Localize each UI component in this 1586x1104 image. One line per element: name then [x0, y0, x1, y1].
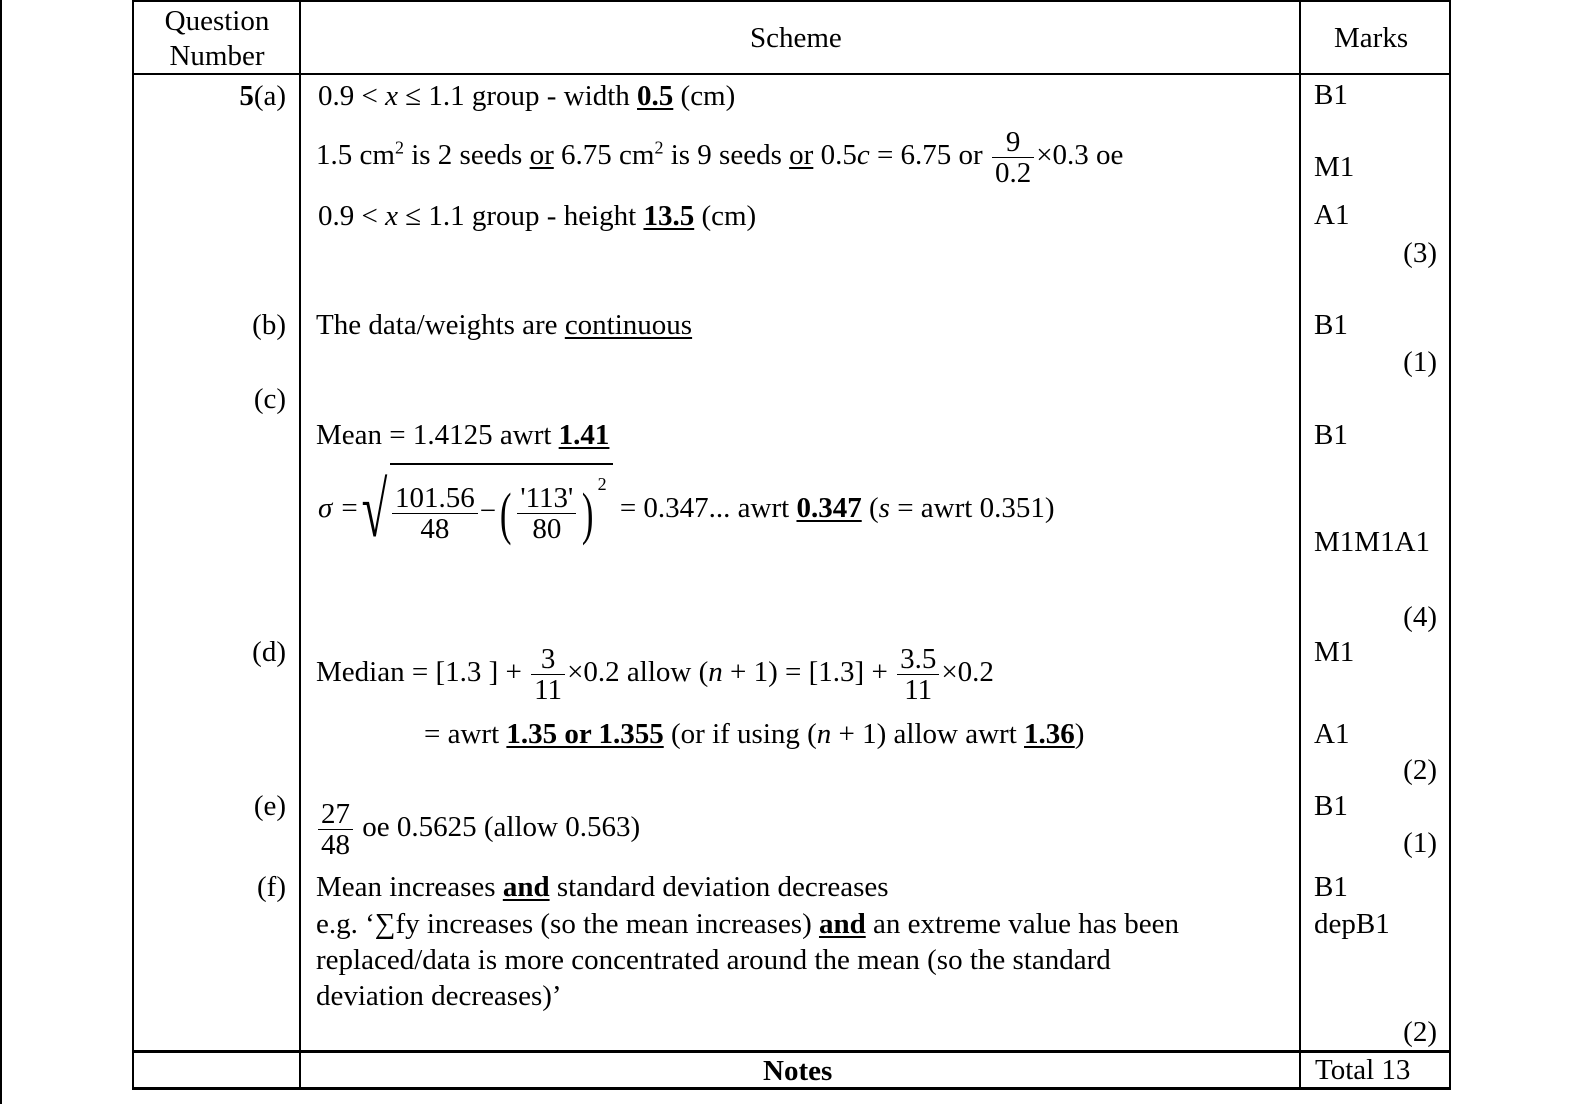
text: and: [502, 871, 550, 903]
answer: 0.347: [796, 492, 862, 524]
notes-divider: [132, 1050, 1451, 1053]
text: (cm): [694, 200, 757, 232]
mark-total: (1): [1403, 827, 1437, 859]
part-b-label: (b): [252, 309, 286, 341]
text: ≤ 1.1 group - width: [397, 80, 638, 112]
denominator: 48: [420, 513, 450, 546]
radicand: [390, 463, 613, 559]
denominator: 80: [532, 513, 562, 546]
numerator: 101.56: [392, 483, 478, 514]
text: σ =: [318, 492, 360, 524]
text: or: [529, 139, 554, 171]
text: and: [818, 908, 866, 940]
mark: B1: [1314, 309, 1348, 341]
mark: A1: [1314, 718, 1350, 750]
text: ×0.2: [941, 656, 994, 688]
text: e.g. ‘∑fy increases (so the mean increases): [316, 908, 819, 940]
scheme-line: deviation decreases)’: [316, 980, 562, 1012]
denominator: 11: [534, 673, 563, 706]
mark: depB1: [1314, 908, 1390, 940]
var: x: [385, 200, 398, 232]
part-f-label: (f): [257, 871, 286, 903]
scheme-line: [318, 200, 756, 232]
superscript: 2: [394, 137, 404, 158]
answer: 1.41: [558, 419, 610, 451]
var: x: [385, 80, 398, 112]
numerator: 3.5: [897, 644, 939, 675]
part-label: (a): [253, 80, 286, 112]
total-marks: Total 13: [1315, 1054, 1411, 1086]
text: continuous: [564, 309, 693, 341]
text: Median = [1.3 ] +: [316, 656, 522, 688]
text: Mean increases: [316, 871, 503, 903]
scheme-line: [316, 309, 692, 341]
text: ): [1074, 718, 1085, 750]
numerator: 27: [318, 799, 353, 830]
mark: B1: [1314, 871, 1348, 903]
var: s: [878, 492, 890, 524]
table-col-divider: [299, 0, 301, 1090]
header-question-number: Question Number: [164, 5, 270, 72]
fraction: [318, 799, 353, 860]
page-edge-line: [0, 0, 2, 1104]
part-d-label: (d): [252, 636, 286, 668]
text: + 1) = [1.3] +: [722, 656, 888, 688]
text: 0.5: [813, 139, 857, 171]
mark: M1M1A1: [1314, 526, 1431, 558]
scheme-line: [316, 792, 640, 862]
sigma-formula: [318, 460, 1054, 560]
text: = 6.75 or: [869, 139, 983, 171]
text: oe 0.5625 (allow 0.563): [355, 811, 641, 843]
mark: M1: [1314, 151, 1355, 183]
text: 0.9 <: [318, 80, 386, 112]
scheme-line: [316, 871, 889, 903]
table-border-left: [132, 0, 134, 1090]
text: + 1) allow awrt: [831, 718, 1025, 750]
text: (cm): [673, 80, 736, 112]
scheme-line: [316, 419, 609, 451]
fraction: [392, 483, 478, 544]
numerator: '113': [517, 483, 576, 514]
sqrt-icon: √: [361, 466, 388, 554]
text: standard deviation decreases: [549, 871, 889, 903]
scheme-line: [318, 80, 735, 112]
scheme-line: replaced/data is more concentrated around the mean (so the standard: [316, 944, 1111, 976]
fraction: [992, 127, 1034, 188]
header-divider: [132, 73, 1451, 75]
paren: ): [582, 480, 594, 546]
text: 0.9 <: [318, 200, 386, 232]
denominator: 0.2: [994, 156, 1032, 189]
scheme-line: [316, 120, 1123, 190]
answer: 0.5: [637, 80, 674, 112]
mark: B1: [1314, 79, 1348, 111]
text: ≤ 1.1 group - height: [397, 200, 644, 232]
text: or: [789, 139, 814, 171]
paren: (: [499, 480, 512, 546]
part-c-label: (c): [253, 383, 286, 415]
text: is 9 seeds: [663, 139, 790, 171]
answer: 1.35 or 1.355: [506, 718, 664, 750]
mark: M1: [1314, 636, 1355, 668]
text: −: [479, 495, 497, 528]
fraction: [517, 483, 576, 544]
text: (: [861, 492, 879, 524]
superscript: 2: [597, 474, 607, 495]
text: = 0.347... awrt: [612, 492, 797, 524]
mark: B1: [1314, 790, 1348, 822]
part-a-label: [200, 80, 286, 112]
answer: 13.5: [643, 200, 695, 232]
text: Mean = 1.4125 awrt: [316, 419, 559, 451]
mark: A1: [1314, 199, 1350, 231]
scheme-line: [316, 908, 1179, 940]
var: c: [856, 139, 870, 171]
superscript: 2: [654, 137, 664, 158]
header-scheme: Scheme: [750, 22, 842, 54]
table-border-bottom: [132, 1087, 1451, 1090]
text: 6.75 cm: [553, 139, 655, 171]
text: 1.5 cm: [316, 139, 395, 171]
mark-total: (2): [1403, 1016, 1437, 1048]
text: = awrt: [424, 718, 507, 750]
text: = awrt 0.351): [889, 492, 1055, 524]
table-col-divider: [1299, 0, 1301, 1090]
fraction: [897, 644, 939, 705]
text: The data/weights are: [316, 309, 565, 341]
numerator: 3: [531, 644, 565, 675]
fraction: [531, 644, 565, 705]
mark-total: (4): [1403, 601, 1437, 633]
scheme-line: [316, 637, 994, 707]
answer: 1.36: [1024, 718, 1075, 750]
numerator: 9: [992, 127, 1034, 158]
text: an extreme value has been: [865, 908, 1179, 940]
text: ×0.2 allow (: [567, 656, 709, 688]
text: ×0.3 oe: [1036, 139, 1124, 171]
header-marks: Marks: [1334, 22, 1409, 54]
text: (or if using (: [663, 718, 817, 750]
part-e-label: (e): [253, 790, 286, 822]
denominator: 48: [321, 828, 350, 861]
mark: B1: [1314, 419, 1348, 451]
denominator: 11: [904, 673, 933, 706]
table-border-top: [132, 0, 1451, 2]
var: n: [708, 656, 723, 688]
text: is 2 seeds: [403, 139, 530, 171]
table-border-right: [1449, 0, 1451, 1090]
question-number: 5: [239, 80, 254, 112]
notes-heading: Notes: [763, 1055, 833, 1087]
mark-total: (1): [1403, 346, 1437, 378]
mark-total: (3): [1403, 237, 1437, 269]
var: n: [816, 718, 832, 750]
mark-total: (2): [1403, 754, 1437, 786]
scheme-line: [424, 718, 1084, 750]
